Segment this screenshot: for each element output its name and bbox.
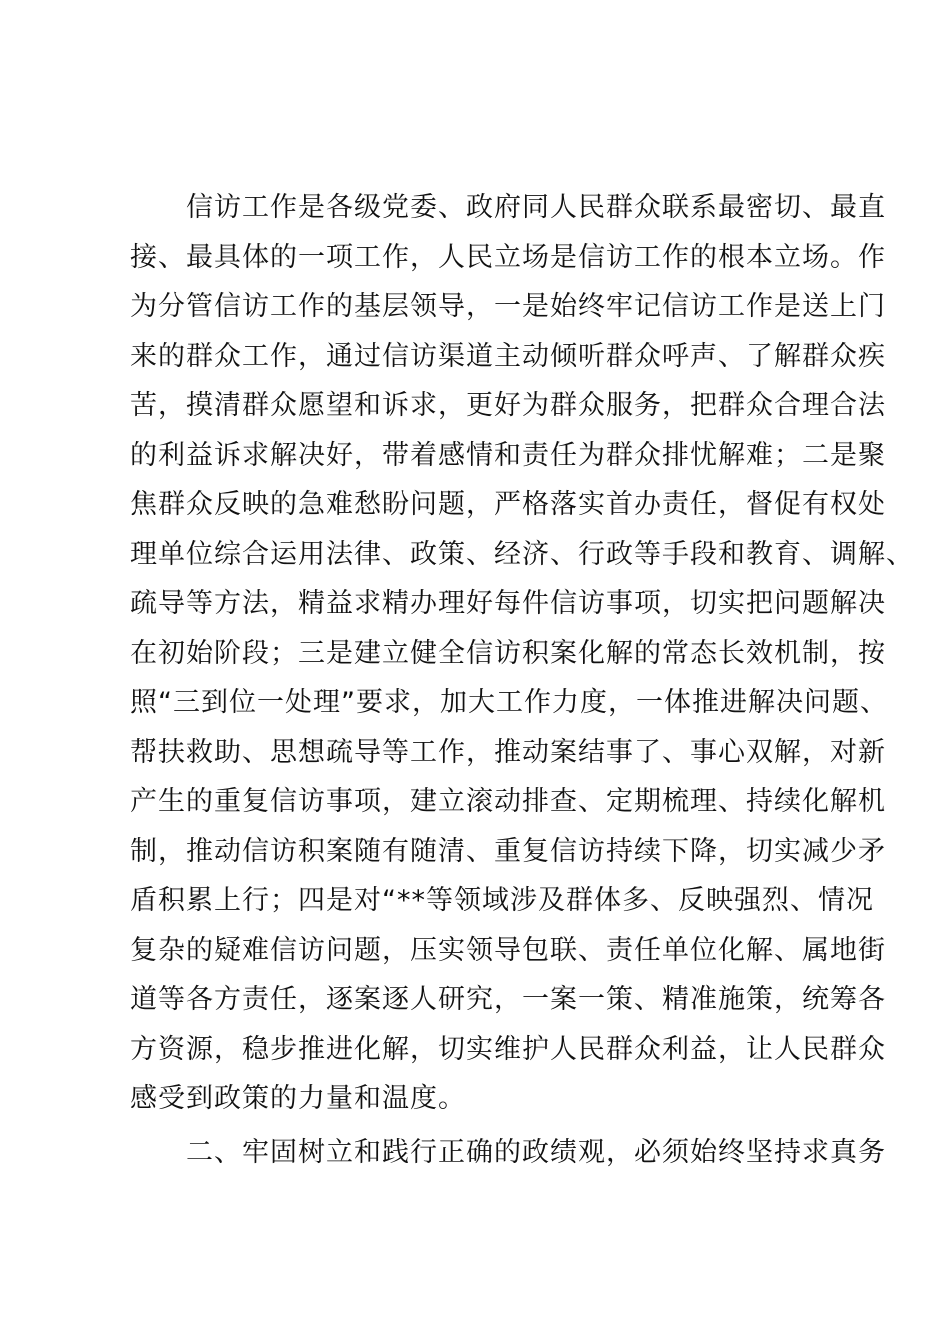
text-line: 为分管信访工作的基层领导，一是始终牢记信访工作是送上门	[130, 291, 886, 322]
text-line: 理单位综合运用法律、政策、经济、行政等手段和教育、调解、	[130, 538, 914, 570]
text-line: 接、最具体的一项工作，人民立场是信访工作的根本立场。作	[130, 241, 886, 273]
body-paragraph	[130, 183, 914, 1124]
text-line: 方资源，稳步推进化解，切实维护人民群众利益，让人民群众	[130, 1033, 886, 1065]
text-line: 产生的重复信访事项，建立滚动排查、定期梳理、持续化解机	[130, 786, 886, 817]
text-line: 盾积累上行；四是对“**等领域涉及群体多、反映强烈、情况	[130, 885, 874, 916]
section-heading-paragraph	[130, 1128, 886, 1178]
text-line: 焦群众反映的急难愁盼问题，严格落实首办责任，督促有权处	[130, 489, 886, 520]
text-line: 的利益诉求解决好，带着感情和责任为群众排忧解难；二是聚	[130, 439, 886, 471]
text-line: 二、牢固树立和践行正确的政绩观，必须始终坚持求真务	[130, 1137, 886, 1168]
text-line: 苦，摸清群众愿望和诉求，更好为群众服务，把群众合理合法	[130, 390, 886, 421]
text-line: 感受到政策的力量和温度。	[130, 1083, 466, 1114]
text-line: 疏导等方法，精益求精办理好每件信访事项，切实把问题解决	[130, 588, 886, 619]
text-line: 制，推动信访积案随有随清、重复信访持续下降，切实减少矛	[130, 835, 886, 867]
text-line: 照“三到位一处理”要求，加大工作力度，一体推进解决问题、	[130, 687, 888, 718]
text-line: 复杂的疑难信访问题，压实领导包联、责任单位化解、属地街	[130, 934, 886, 966]
text-line: 信访工作是各级党委、政府同人民群众联系最密切、最直	[130, 192, 886, 223]
text-line: 道等各方责任，逐案逐人研究，一案一策、精准施策，统筹各	[130, 984, 886, 1015]
text-line: 帮扶救助、思想疏导等工作，推动案结事了、事心双解，对新	[130, 736, 886, 768]
text-line: 在初始阶段；三是建立健全信访积案化解的常态长效机制，按	[130, 637, 886, 669]
text-line: 来的群众工作，通过信访渠道主动倾听群众呼声、了解群众疾	[130, 340, 886, 372]
